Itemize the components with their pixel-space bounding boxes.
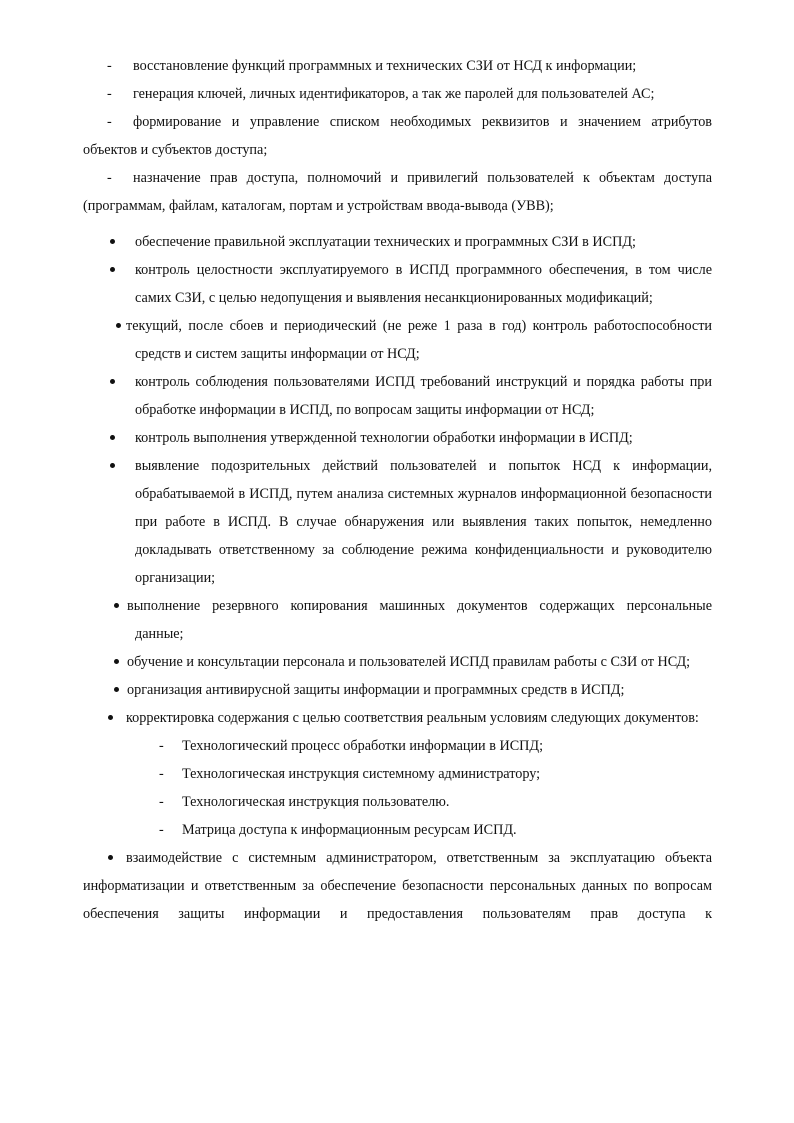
- bullet-icon: [110, 424, 115, 452]
- bullet-icon: [108, 844, 113, 872]
- item-text: выявление подозрительных действий пользователей и попыток НСД к информации, обрабатываемой в ИСПД, путем анализа системных журналов информационной безопасности при работе в ИСПД. В случае обнаружения или выявления таких попыток, немедленно докладывать ответственному за соблюдение режима конфиденциальности и руководителю организации;: [135, 458, 712, 586]
- bullet-list-item: [83, 704, 712, 732]
- item-text: корректировка содержания с целью соответствия реальным условиям следующих документов:: [126, 710, 699, 726]
- bullet-icon: [114, 592, 119, 620]
- item-text: контроль соблюдения пользователями ИСПД требований инструкций и порядка работы при обработке информации в ИСПД, по вопросам защиты информации от НСД;: [135, 374, 712, 418]
- bullet-list-item: [83, 844, 712, 928]
- item-text: восстановление функций программных и технических СЗИ от НСД к информации;: [133, 58, 637, 74]
- item-text: генерация ключей, личных идентификаторов, а так же паролей для пользователей АС;: [133, 86, 655, 102]
- bullet-list-item: [83, 424, 712, 452]
- sub-list-item: [83, 732, 712, 760]
- bullet-icon: [110, 452, 115, 480]
- item-text: текущий, после сбоев и периодический (не реже 1 раза в год) контроль работоспособности средств и систем защиты информации от НСД;: [126, 318, 712, 362]
- bullet-icon: [108, 704, 113, 732]
- bullet-icon: [110, 228, 115, 256]
- bullet-icon: [110, 256, 115, 284]
- bullet-list-item: [83, 256, 712, 312]
- document-body: [83, 52, 712, 928]
- dash-marker: -: [159, 738, 164, 754]
- sub-list-item: [83, 760, 712, 788]
- dash-marker: -: [107, 114, 112, 130]
- sub-list-item: [83, 816, 712, 844]
- dash-list-item: [83, 164, 712, 220]
- item-text: обеспечение правильной эксплуатации технических и программных СЗИ в ИСПД;: [135, 234, 636, 250]
- item-text: организация антивирусной защиты информации и программных средств в ИСПД;: [127, 682, 625, 698]
- bullet-list-item: [83, 648, 712, 676]
- bullet-icon: [116, 312, 121, 340]
- item-text: взаимодействие с системным администратором, ответственным за эксплуатацию объекта информатизации и ответственным за обеспечение безопасности персональных данных по вопросам обеспечения защиты информации и предоставления пользователям прав доступа к: [83, 850, 712, 922]
- bullet-list-item: [83, 452, 712, 592]
- dash-marker: -: [107, 86, 112, 102]
- bullet-list-item: [83, 592, 712, 648]
- dash-marker: -: [159, 794, 164, 810]
- bullet-list-item: [83, 312, 712, 368]
- dash-list-item: [83, 108, 712, 164]
- bullet-icon: [110, 368, 115, 396]
- bullet-list-item: [83, 676, 712, 704]
- spacer: [83, 220, 712, 228]
- item-text: контроль выполнения утвержденной технологии обработки информации в ИСПД;: [135, 430, 633, 446]
- dash-marker: -: [159, 766, 164, 782]
- bullet-icon: [114, 648, 119, 676]
- sub-list-item: [83, 788, 712, 816]
- item-text: Технологическая инструкция системному администратору;: [182, 766, 541, 782]
- item-text: выполнение резервного копирования машинных документов содержащих персональные данные;: [127, 598, 712, 642]
- dash-marker: -: [107, 58, 112, 74]
- item-text: формирование и управление списком необходимых реквизитов и значением атрибутов объектов и субъектов доступа;: [83, 114, 712, 158]
- item-text: Технологический процесс обработки информации в ИСПД;: [182, 738, 544, 754]
- dash-list-item: [83, 80, 712, 108]
- dash-marker: -: [107, 170, 112, 186]
- bullet-icon: [114, 676, 119, 704]
- item-text: контроль целостности эксплуатируемого в ИСПД программного обеспечения, в том числе самих СЗИ, с целью недопущения и выявления несанкционированных модификаций;: [135, 262, 712, 306]
- item-text: обучение и консультации персонала и пользователей ИСПД правилам работы с СЗИ от НСД;: [127, 654, 691, 670]
- item-text: Технологическая инструкция пользователю.: [182, 794, 450, 810]
- item-text: назначение прав доступа, полномочий и привилегий пользователей к объектам доступа (программам, файлам, каталогам, портам и устройствам ввода-вывода (УВВ);: [83, 170, 712, 214]
- bullet-list-item: [83, 228, 712, 256]
- item-text: Матрица доступа к информационным ресурсам ИСПД.: [182, 822, 517, 838]
- bullet-list-item: [83, 368, 712, 424]
- dash-list-item: [83, 52, 712, 80]
- dash-marker: -: [159, 822, 164, 838]
